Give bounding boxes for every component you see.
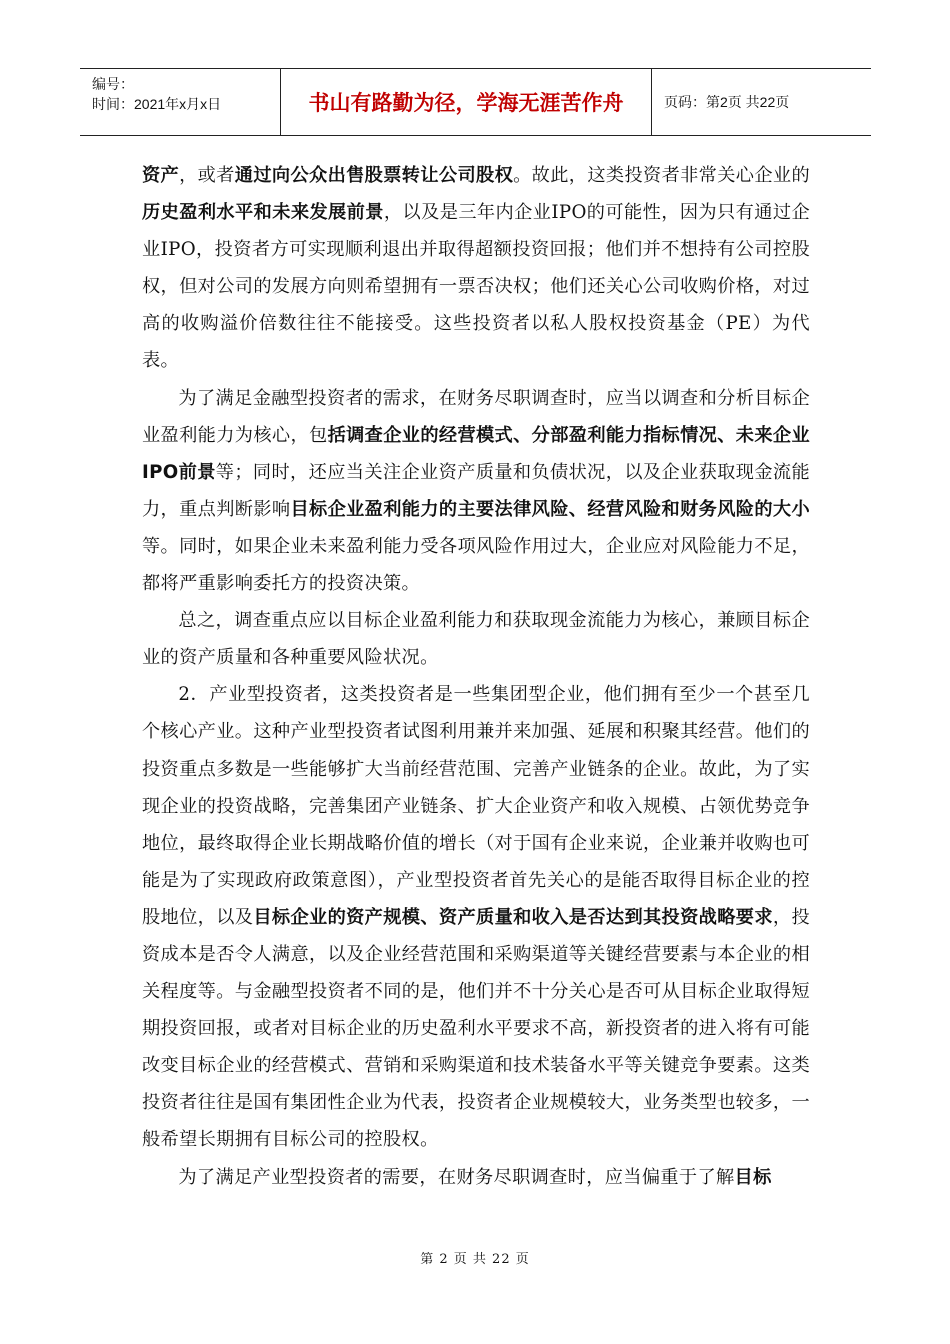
- text-run: 等；同时，还应当关注企业资产质量和负债状况，以及企业获取现金流能力，重点判断影响: [142, 461, 810, 520]
- bold-text-run: 历史盈利水平和未来发展前景: [142, 202, 384, 224]
- text-run: 。故此，这类投资者非常关心企业的: [513, 165, 810, 186]
- bold-text-run: 资产: [142, 165, 180, 186]
- text-run: 为了满足金融型投资者的需求，在财务尽职调查时，应当以调查和分析目标企业盈利能力为核心，包: [142, 387, 810, 446]
- text-run: ，以及是三年内企业IPO的可能性，因为只有通过企业IPO，投资者方可实现顺利退出并取得超额投资回报；他们并不想持有公司控股权，但对公司的发展方向则希望拥有一票否决权；他们还关心公司收购价格，对过高的收购溢价倍数往往不能接受。这些投资者以私人股权投资基金（PE）为代表。: [142, 202, 810, 372]
- document-number-label: 编号：: [92, 76, 134, 92]
- paragraph: [142, 602, 810, 676]
- bold-text-run: 目标企业的资产规模、资产质量和收入是否达到其投资战略要求: [253, 906, 773, 928]
- bold-text-run: 目标企业盈利能力的主要法律风险、经营风险和财务风险的大小: [290, 498, 810, 520]
- paragraph: [142, 676, 810, 1158]
- bold-text-run: 括调查企业的经营模式、分部盈利能力指标情况、未来企业IPO前景: [142, 424, 810, 483]
- header-page-info: 页码：第2页 共22页: [664, 94, 790, 110]
- page-header: [80, 68, 871, 136]
- text-run: 2．产业型投资者，这类投资者是一些集团型企业，他们拥有至少一个甚至几个核心产业。这种产业型投资者试图利用兼并来加强、延展和积聚其经营。他们的投资重点多数是一些能够扩大当前经营范围、完善产业链条的企业。故此，为了实现企业的投资战略，完善集团产业链条、扩大企业资产和收入规模、占领优势竞争地位，最终取得企业长期战略价值的增长（对于国有企业来说，企业兼并收购也可能是为了实现政府政策意图），产业型投资者首先关心的是能否取得目标企业的控股地位，以及: [142, 684, 810, 928]
- paragraph: [142, 157, 810, 380]
- paragraph: [142, 1159, 810, 1196]
- header-meta-cell: [80, 69, 281, 135]
- text-run: ，投资成本是否令人满意，以及企业经营范围和采购渠道等关键经营要素与本企业的相关程度等。与金融型投资者不同的是，他们并不十分关心是否可从目标企业取得短期投资回报，或者对目标企业的历史盈利水平要求不高，新投资者的进入将有可能改变目标企业的经营模式、营销和采购渠道和技术装备水平等关键竞争要素。这类投资者往往是国有集团性企业为代表，投资者企业规模较大，业务类型也较多，一般希望长期拥有目标公司的控股权。: [142, 906, 810, 1151]
- document-date-label: 时间：2021年x月x日: [92, 96, 222, 112]
- text-run: 为了满足产业型投资者的需要，在财务尽职调查时，应当偏重于了解: [178, 1166, 735, 1188]
- document-body: [142, 157, 810, 1196]
- bold-text-run: 通过向公众出售股票转让公司股权: [234, 165, 514, 186]
- text-run: 等。同时，如果企业未来盈利能力受各项风险作用过大，企业应对风险能力不足，都将严重影响委托方的投资决策。: [142, 535, 810, 595]
- text-run: 总之，调查重点应以目标企业盈利能力和获取现金流能力为核心，兼顾目标企业的资产质量和各种重要风险状况。: [142, 610, 810, 669]
- text-run: ，或者: [179, 165, 235, 186]
- header-motto: 书山有路勤为径，学海无涯苦作舟: [281, 69, 652, 135]
- paragraph: [142, 380, 810, 603]
- bold-text-run: 目标: [734, 1166, 772, 1188]
- page-footer: 第 2 页 共 22 页: [420, 1252, 530, 1267]
